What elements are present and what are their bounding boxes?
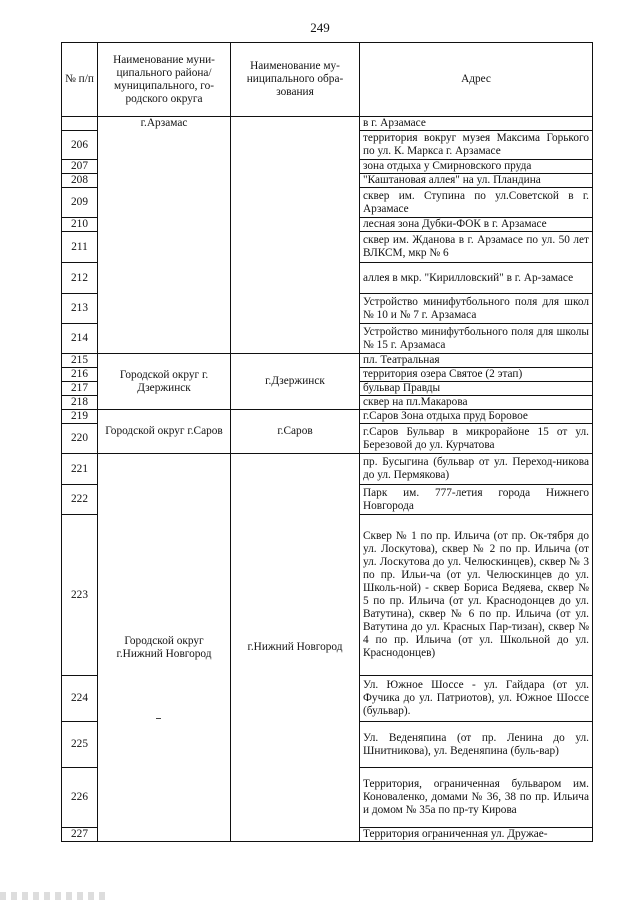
district-cell-sarov: Городской округ г.Саров [98,410,231,454]
row-number: 223 [62,515,98,676]
address-cell: аллея в мкр. "Кирилловский" в г. Ар-замасе [360,263,593,294]
row-number: 222 [62,485,98,515]
header-address: Адрес [360,43,593,117]
header-district: Наименование муни-ципального района/ муниципального, го-родского округа [98,43,231,117]
municipality-cell-arzamas [231,117,360,354]
address-cell: Устройство минифутбольного поля для школы № 15 г. Арзамаса [360,324,593,354]
address-cell: Территория ограниченная ул. Дружае- [360,828,593,842]
row-number: 226 [62,768,98,828]
row-number: 216 [62,368,98,382]
municipality-cell-nizhny-novgorod: г.Нижний Новгород [231,454,360,842]
row-number: 218 [62,396,98,410]
address-cell: зона отдыха у Смирновского пруда [360,160,593,174]
header-municipality: Наименование му-ниципального обра-зования [231,43,360,117]
parks-registry-table [61,42,593,842]
address-cell: пл. Театральная [360,354,593,368]
page-number: 249 [310,20,330,35]
header-row [62,43,593,117]
table-row [62,454,593,485]
address-cell: территория вокруг музея Максима Горького по ул. К. Маркса г. Арзамасе [360,131,593,160]
row-number: 209 [62,188,98,218]
address-cell: Территория, ограниченная бульваром им. Коноваленко, домами № 36, 38 по пр. Ильича и домом № 35а по пр-ту Кирова [360,768,593,828]
address-cell: Ул. Веденяпина (от пр. Ленина до ул. Шнитникова), ул. Веденяпина (буль-вар) [360,722,593,768]
row-number: 225 [62,722,98,768]
row-number: 219 [62,410,98,424]
municipality-cell-sarov: г.Саров [231,410,360,454]
address-cell: сквер им. Жданова в г. Арзамасе по ул. 50 лет ВЛКСМ, мкр № 6 [360,232,593,263]
row-number: 206 [62,131,98,160]
row-number: 215 [62,354,98,368]
address-cell: Ул. Южное Шоссе - ул. Гайдара (от ул. Фучика до ул. Патриотов), ул. Южное Шоссе (бульвар). [360,676,593,722]
row-number [62,117,98,131]
address-cell: г.Саров Зона отдыха пруд Боровое [360,410,593,424]
address-cell: сквер им. Ступина по ул.Советской в г. Арзамасе [360,188,593,218]
row-number: 210 [62,218,98,232]
address-cell: Устройство минифутбольного поля для школ № 10 и № 7 г. Арзамаса [360,294,593,324]
row-number: 227 [62,828,98,842]
stray-mark [156,718,161,719]
district-cell-dzerzhinsk: Городской округ г. Дзержинск [98,354,231,410]
address-cell: лесная зона Дубки-ФОК в г. Арзамасе [360,218,593,232]
address-cell: Парк им. 777-летия города Нижнего Новгорода [360,485,593,515]
row-number: 221 [62,454,98,485]
row-number: 208 [62,174,98,188]
address-cell: территория озера Святое (2 этап) [360,368,593,382]
district-cell-arzamas: г.Арзамас [98,117,231,354]
address-cell: Сквер № 1 по пр. Ильича (от пр. Ок-тября до ул. Лоскутова), сквер № 2 по пр. Ильича (от ул. Лоскутова до ул. Челюскинцев), сквер № 3 по пр. Ильи-ча (от ул. Челюскинцев до ул. Школь-ной) - сквер Бориса Ведяева, сквер № 5 по пр. Ильича (от ул. Краснодонцев до ул. Ватутина), сквер № 6 по пр. Ильича (от ул. Ватутина до ул. Красных Пар-тизан), сквер № 4 по пр. Ильича (от ул. Школьной до ул. Краснодонцев) [360,515,593,676]
row-number: 207 [62,160,98,174]
table-row [62,117,593,131]
address-cell: г.Саров Бульвар в микрорайоне 15 от ул. Березовой до ул. Курчатова [360,424,593,454]
table-row [62,354,593,368]
address-cell: в г. Арзамасе [360,117,593,131]
address-cell: бульвар Правды [360,382,593,396]
row-number: 220 [62,424,98,454]
row-number: 214 [62,324,98,354]
address-cell: "Каштановая аллея" на ул. Пландина [360,174,593,188]
municipality-cell-dzerzhinsk: г.Дзержинск [231,354,360,410]
address-cell: пр. Бусыгина (бульвар от ул. Переход-никова до ул. Пермякова) [360,454,593,485]
row-number: 212 [62,263,98,294]
scan-artifact [0,892,110,900]
header-num: № п/п [62,43,98,117]
row-number: 224 [62,676,98,722]
row-number: 213 [62,294,98,324]
address-cell: сквер на пл.Макарова [360,396,593,410]
row-number: 217 [62,382,98,396]
district-cell-nizhny-novgorod: Городской округ г.Нижний Новгород [98,454,231,842]
table-row [62,410,593,424]
row-number: 211 [62,232,98,263]
